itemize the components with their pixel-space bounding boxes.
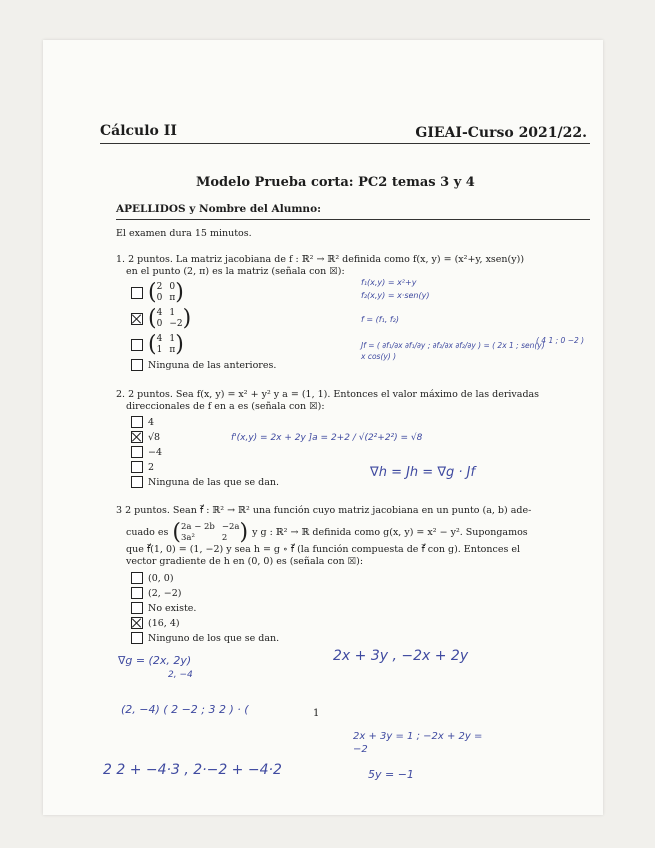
q2-statement-line1: 2. 2 puntos. Sea f(x, y) = x² + y² y a = (1, 1). Entonces el valor máximo de las derivadas bbox=[116, 389, 540, 400]
q1-option-c[interactable] bbox=[131, 334, 184, 356]
q3-option-d-label: (16, 4) bbox=[148, 617, 180, 629]
q3-option-b-label: (2, −2) bbox=[148, 587, 182, 599]
q1-option-b-checkbox[interactable] bbox=[131, 313, 143, 325]
q3-statement-line2: cuado es ( 2a − 2b −2a 3a² 2 ) y g : ℝ² → ℝ definida como g(x, y) = x² − y². Supongamos bbox=[126, 520, 528, 545]
q3-option-a[interactable] bbox=[131, 572, 174, 584]
q1-option-a-matrix: ( 2 0 0 π ) bbox=[148, 280, 184, 305]
q3-statement-line3: que f⃗(1, 0) = (1, −2) y sea h = g ∘ f⃗ (la función compuesta de f⃗ con g). Entonces el bbox=[126, 544, 521, 555]
q3-statement-line4: vector gradiente de h en (0, 0) es (señala con ☒): bbox=[126, 556, 364, 567]
q2-option-b-checkbox[interactable] bbox=[131, 431, 143, 443]
q3-option-a-label: (0, 0) bbox=[148, 572, 174, 584]
q2-option-a-checkbox[interactable] bbox=[131, 416, 143, 428]
exam-paper bbox=[43, 40, 603, 815]
q2-option-d-label: 2 bbox=[148, 461, 155, 473]
q3-option-b[interactable] bbox=[131, 587, 182, 599]
handwriting-solution: 5y = −1 bbox=[368, 768, 414, 781]
q3-option-e[interactable] bbox=[131, 632, 279, 644]
q2-option-b-label: √8 bbox=[148, 431, 161, 443]
q1-option-c-checkbox[interactable] bbox=[131, 339, 143, 351]
handwriting-product: (2, −4) ( 2 −2 ; 3 2 ) · ( bbox=[121, 703, 249, 716]
handwriting-system: 2x + 3y , −2x + 2y bbox=[333, 648, 469, 664]
q3-option-d-checkbox[interactable] bbox=[131, 617, 143, 629]
handwriting-gradient-g-value: 2, −4 bbox=[168, 670, 193, 680]
q1-option-b-matrix: ( 4 1 0 −2 ) bbox=[148, 306, 192, 331]
q3-option-b-checkbox[interactable] bbox=[131, 587, 143, 599]
handwriting-product-expansion: 2 2 + −4·3 , 2·−2 + −4·2 bbox=[103, 762, 282, 778]
q1-option-b[interactable] bbox=[131, 308, 191, 330]
q1-option-a-checkbox[interactable] bbox=[131, 287, 143, 299]
q3-option-e-label: Ninguno de los que se dan. bbox=[148, 632, 280, 644]
q1-option-a[interactable] bbox=[131, 282, 184, 304]
q1-option-c-matrix: ( 4 1 1 π ) bbox=[148, 332, 184, 357]
handwriting-gradient-g: ∇g = (2x, 2y) bbox=[118, 654, 192, 667]
handwriting-f2: f₂(x,y) = x·sen(y) bbox=[361, 291, 430, 300]
q2-option-c[interactable] bbox=[131, 446, 162, 458]
page-number: 1 bbox=[313, 708, 320, 719]
q3-option-d[interactable] bbox=[131, 617, 180, 629]
q3-option-c[interactable] bbox=[131, 602, 196, 614]
handwriting-directional-derivative: f'(x,y) = 2x + 2y ]a = 2+2 / √(2²+2²) = √8 bbox=[231, 433, 423, 443]
q2-option-e-checkbox[interactable] bbox=[131, 476, 143, 488]
header-rule bbox=[100, 143, 590, 144]
student-name-line bbox=[116, 219, 590, 220]
q2-option-a[interactable] bbox=[131, 416, 154, 428]
q2-option-c-checkbox[interactable] bbox=[131, 446, 143, 458]
q2-statement-line2: direccionales de f en a es (señala con ☒): bbox=[126, 401, 325, 412]
q1-statement-line1: 1. 2 puntos. La matriz jacobiana de f : ℝ² → ℝ² definida como f(x, y) = (x²+y, xsen(y)) bbox=[116, 254, 525, 265]
q1-option-none[interactable] bbox=[131, 359, 276, 371]
handwriting-gradient-h: ∇h = Jh = ∇g · Jf bbox=[370, 465, 476, 480]
q2-option-c-label: −4 bbox=[148, 446, 163, 458]
handwriting-jacobian: Jf = ( ∂f₁/∂x ∂f₁/∂y ; ∂f₂/∂x ∂f₂/∂y ) = ( 2x 1 ; sen(y) x cos(y) ) bbox=[361, 341, 545, 361]
handwriting-equations: 2x + 3y = 1 ; −2x + 2y = −2 bbox=[353, 731, 483, 755]
handwriting-f1: f₁(x,y) = x²+y bbox=[361, 278, 417, 287]
q3-option-a-checkbox[interactable] bbox=[131, 572, 143, 584]
q3-jacobian-matrix: ( 2a − 2b −2a 3a² 2 ) bbox=[172, 520, 249, 545]
course-year: GIEAI-Curso 2021/22. bbox=[415, 125, 587, 141]
q1-statement-line2: en el punto (2, π) es la matriz (señala con ☒): bbox=[126, 266, 345, 277]
q1-option-none-label: Ninguna de las anteriores. bbox=[148, 359, 277, 371]
q3-option-e-checkbox[interactable] bbox=[131, 632, 143, 644]
q2-option-d[interactable] bbox=[131, 461, 154, 473]
q2-option-d-checkbox[interactable] bbox=[131, 461, 143, 473]
q2-option-e-label: Ninguna de las que se dan. bbox=[148, 476, 280, 488]
q2-option-b[interactable] bbox=[131, 431, 160, 443]
handwriting-f-vector: f = (f₁, f₂) bbox=[361, 315, 399, 324]
handwriting-jacobian-result: ( 4 1 ; 0 −2 ) bbox=[536, 336, 585, 345]
q1-option-none-checkbox[interactable] bbox=[131, 359, 143, 371]
q3-statement-line1: 3 2 puntos. Sean f⃗ : ℝ² → ℝ² una función cuyo matriz jacobiana en un punto (a, b) ade- bbox=[116, 505, 532, 516]
exam-duration: El examen dura 15 minutos. bbox=[116, 228, 252, 239]
exam-title: Modelo Prueba corta: PC2 temas 3 y 4 bbox=[196, 175, 475, 190]
q2-option-e[interactable] bbox=[131, 476, 279, 488]
q3-option-c-label: No existe. bbox=[148, 602, 197, 614]
student-name-label: APELLIDOS y Nombre del Alumno: bbox=[116, 203, 321, 215]
q3-option-c-checkbox[interactable] bbox=[131, 602, 143, 614]
q2-option-a-label: 4 bbox=[148, 416, 155, 428]
course-name: Cálculo II bbox=[100, 123, 177, 139]
